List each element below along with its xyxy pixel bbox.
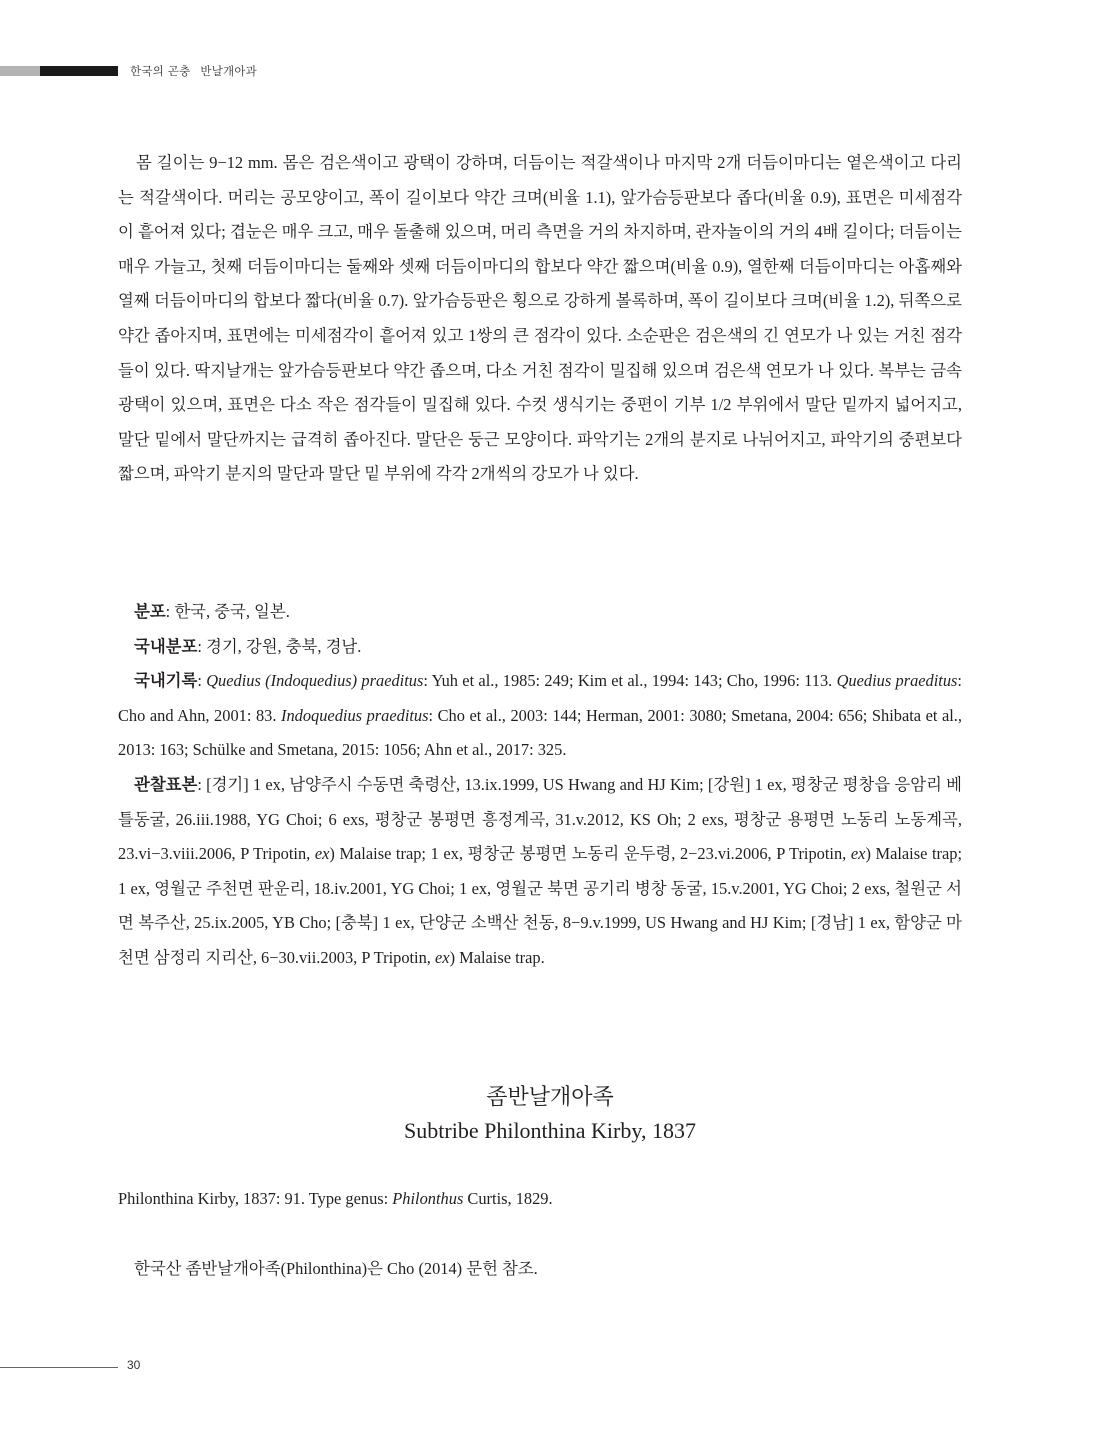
specimens-text: ) Malaise trap. — [449, 947, 545, 967]
taxon-name: Quedius praeditus — [836, 671, 958, 691]
footer-rule — [0, 1367, 118, 1368]
domestic-records-paragraph — [118, 664, 962, 768]
subtribe-korean-name: 좀반날개아족 — [486, 1085, 614, 1110]
ex-abbrev: ex — [435, 947, 450, 967]
reference-note: 한국산 좀반날개아족(Philonthina)은 Cho (2014) 문헌 참조. — [134, 1259, 538, 1278]
taxon-genus: Quedius — [206, 671, 261, 691]
species-records — [118, 595, 962, 976]
domestic-records-text: : Yuh et al., 1985: 249; Kim et al., 1994: 143; Cho, 1996: 113. — [423, 671, 833, 691]
type-genus-post: Curtis, 1829. — [463, 1189, 553, 1208]
type-genus-name: Philonthus — [392, 1189, 464, 1208]
species-description: 몸 길이는 9−12 mm. 몸은 검은색이고 광택이 강하며, 더듬이는 적갈색이나 마지막 2개 더듬이마디는 옅은색이고 다리는 적갈색이다. 머리는 공모양이고, 폭이 길이보다 약간 크며(비율 1.1), 앞가슴등판보다 좁다(비율 0.9), 표면은 미세점각이 흩어져 있다; 겹눈은 매우 크고, 매우 돌출해 있으며, 머리 측면을 거의 차지하며, 관자놀이의 거의 4배 길이다; 더듬이는 매우 가늘고, 첫째 더듬이마디는 둘째와 셋째 더듬이마디의 합보다 약간 짧으며(비율 0.9), 열한째 더듬이마디는 아홉째와 열째 더듬이마디의 합보다 짧다(비율 0.7). 앞가슴등판은 횡으로 강하게 볼록하며, 폭이 길이보다 크며(비율 1.2), 뒤쪽으로 약간 좁아지며, 표면에는 미세점각이 흩어져 있고 1쌍의 큰 점각이 있다. 소순판은 검은색의 긴 연모가 나 있는 거친 점각들이 있다. 딱지날개는 앞가슴등판보다 약간 좁으며, 다소 거친 점각이 밀집해 있으며 검은색 연모가 나 있다. 복부는 금속광택이 있으며, 표면은 다소 작은 점각들이 밀집해 있다. 수컷 생식기는 중편이 기부 1/2 부위에서 말단 밑까지 넓어지고, 말단 밑에서 말단까지는 급격히 좁아진다. 말단은 둥근 모양이다. 파악기는 2개의 분지로 나뉘어지고, 파악기의 중편보다 짧으며, 파악기 분지의 말단과 말단 밑 부위에 각각 2개씩의 강모가 나 있다. — [118, 153, 962, 484]
distribution-text: : 한국, 중국, 일본. — [165, 602, 290, 621]
domestic-records-sep: : — [197, 671, 207, 691]
type-genus-line — [118, 1186, 553, 1212]
domestic-records-text: : Cho and Ahn, 2001: 83. — [118, 671, 962, 725]
header-bar-black — [40, 66, 118, 76]
running-header — [130, 63, 257, 79]
subtribe-latin-name: Subtribe Philonthina Kirby, 1837 — [404, 1118, 696, 1143]
domestic-records-label: 국내기록 — [134, 671, 198, 691]
running-header-family: 반날개아과 — [200, 64, 257, 78]
specimens-label: 관찰표본 — [134, 774, 198, 794]
specimens-text: ) Malaise trap; 1 ex, 영월군 주천면 판운리, 18.iv.2001, YG Choi; 1 ex, 영월군 북면 공기리 병창 동굴, 15.v.2001, YG Choi; 2 exs, 철원군 서면 복주산, 25.ix.2005, YB Cho; [충북] 1 ex, 단양군 소백산 천동, 8−9.v.1999, US Hwang and HJ Kim; [경남] 1 ex, 함양군 마천면 삼정리 지리산, 6−30.vii.2003, P Tripotin, — [118, 844, 963, 967]
distribution-label: 분포 — [134, 602, 166, 621]
page-number: 30 — [127, 1358, 141, 1372]
running-header-book: 한국의 곤충 — [130, 64, 191, 78]
domestic-records-text: : Cho et al., 2003: 144; Herman, 2001: 3080; Smetana, 2004: 656; Shibata et al., 2013: 163; Schülke and Smetana, 2015: 1056; Ahn et al., 2017: 325. — [118, 705, 962, 760]
taxon-subgenus: (Indoquedius) — [265, 671, 358, 691]
distribution-paragraph — [118, 595, 962, 630]
domestic-distribution-text: : 경기, 강원, 충북, 경남. — [197, 636, 362, 656]
domestic-distribution-label: 국내분포 — [134, 636, 198, 656]
ex-abbrev: ex — [850, 844, 866, 864]
specimens-paragraph — [118, 768, 962, 976]
taxon-name: Indoquedius praeditus — [281, 705, 429, 725]
subtribe-heading — [0, 1082, 1100, 1148]
header-bar-gray — [0, 66, 40, 76]
specimens-text: : [경기] 1 ex, 남양주시 수동면 축령산, 13.ix.1999, US Hwang and HJ Kim; [강원] 1 ex, 평창군 평창읍 응암리 베틀동굴, 26.iii.1988, YG Choi; 6 exs, 평창군 봉평면 흥정계곡, 31.v.2012, KS Oh; 2 exs, 평창군 용평면 노동리 노동계곡, 23.vi−3.viii.2006, P Tripotin, — [118, 774, 962, 864]
taxon-species: praeditus — [361, 671, 424, 691]
domestic-distribution-paragraph — [118, 630, 962, 665]
ex-abbrev: ex — [314, 844, 330, 864]
type-genus-pre: Philonthina Kirby, 1837: 91. Type genus: — [118, 1189, 393, 1208]
specimens-text: ) Malaise trap; 1 ex, 평창군 봉평면 노동리 운두령, 2−23.vi.2006, P Tripotin, — [329, 844, 851, 864]
